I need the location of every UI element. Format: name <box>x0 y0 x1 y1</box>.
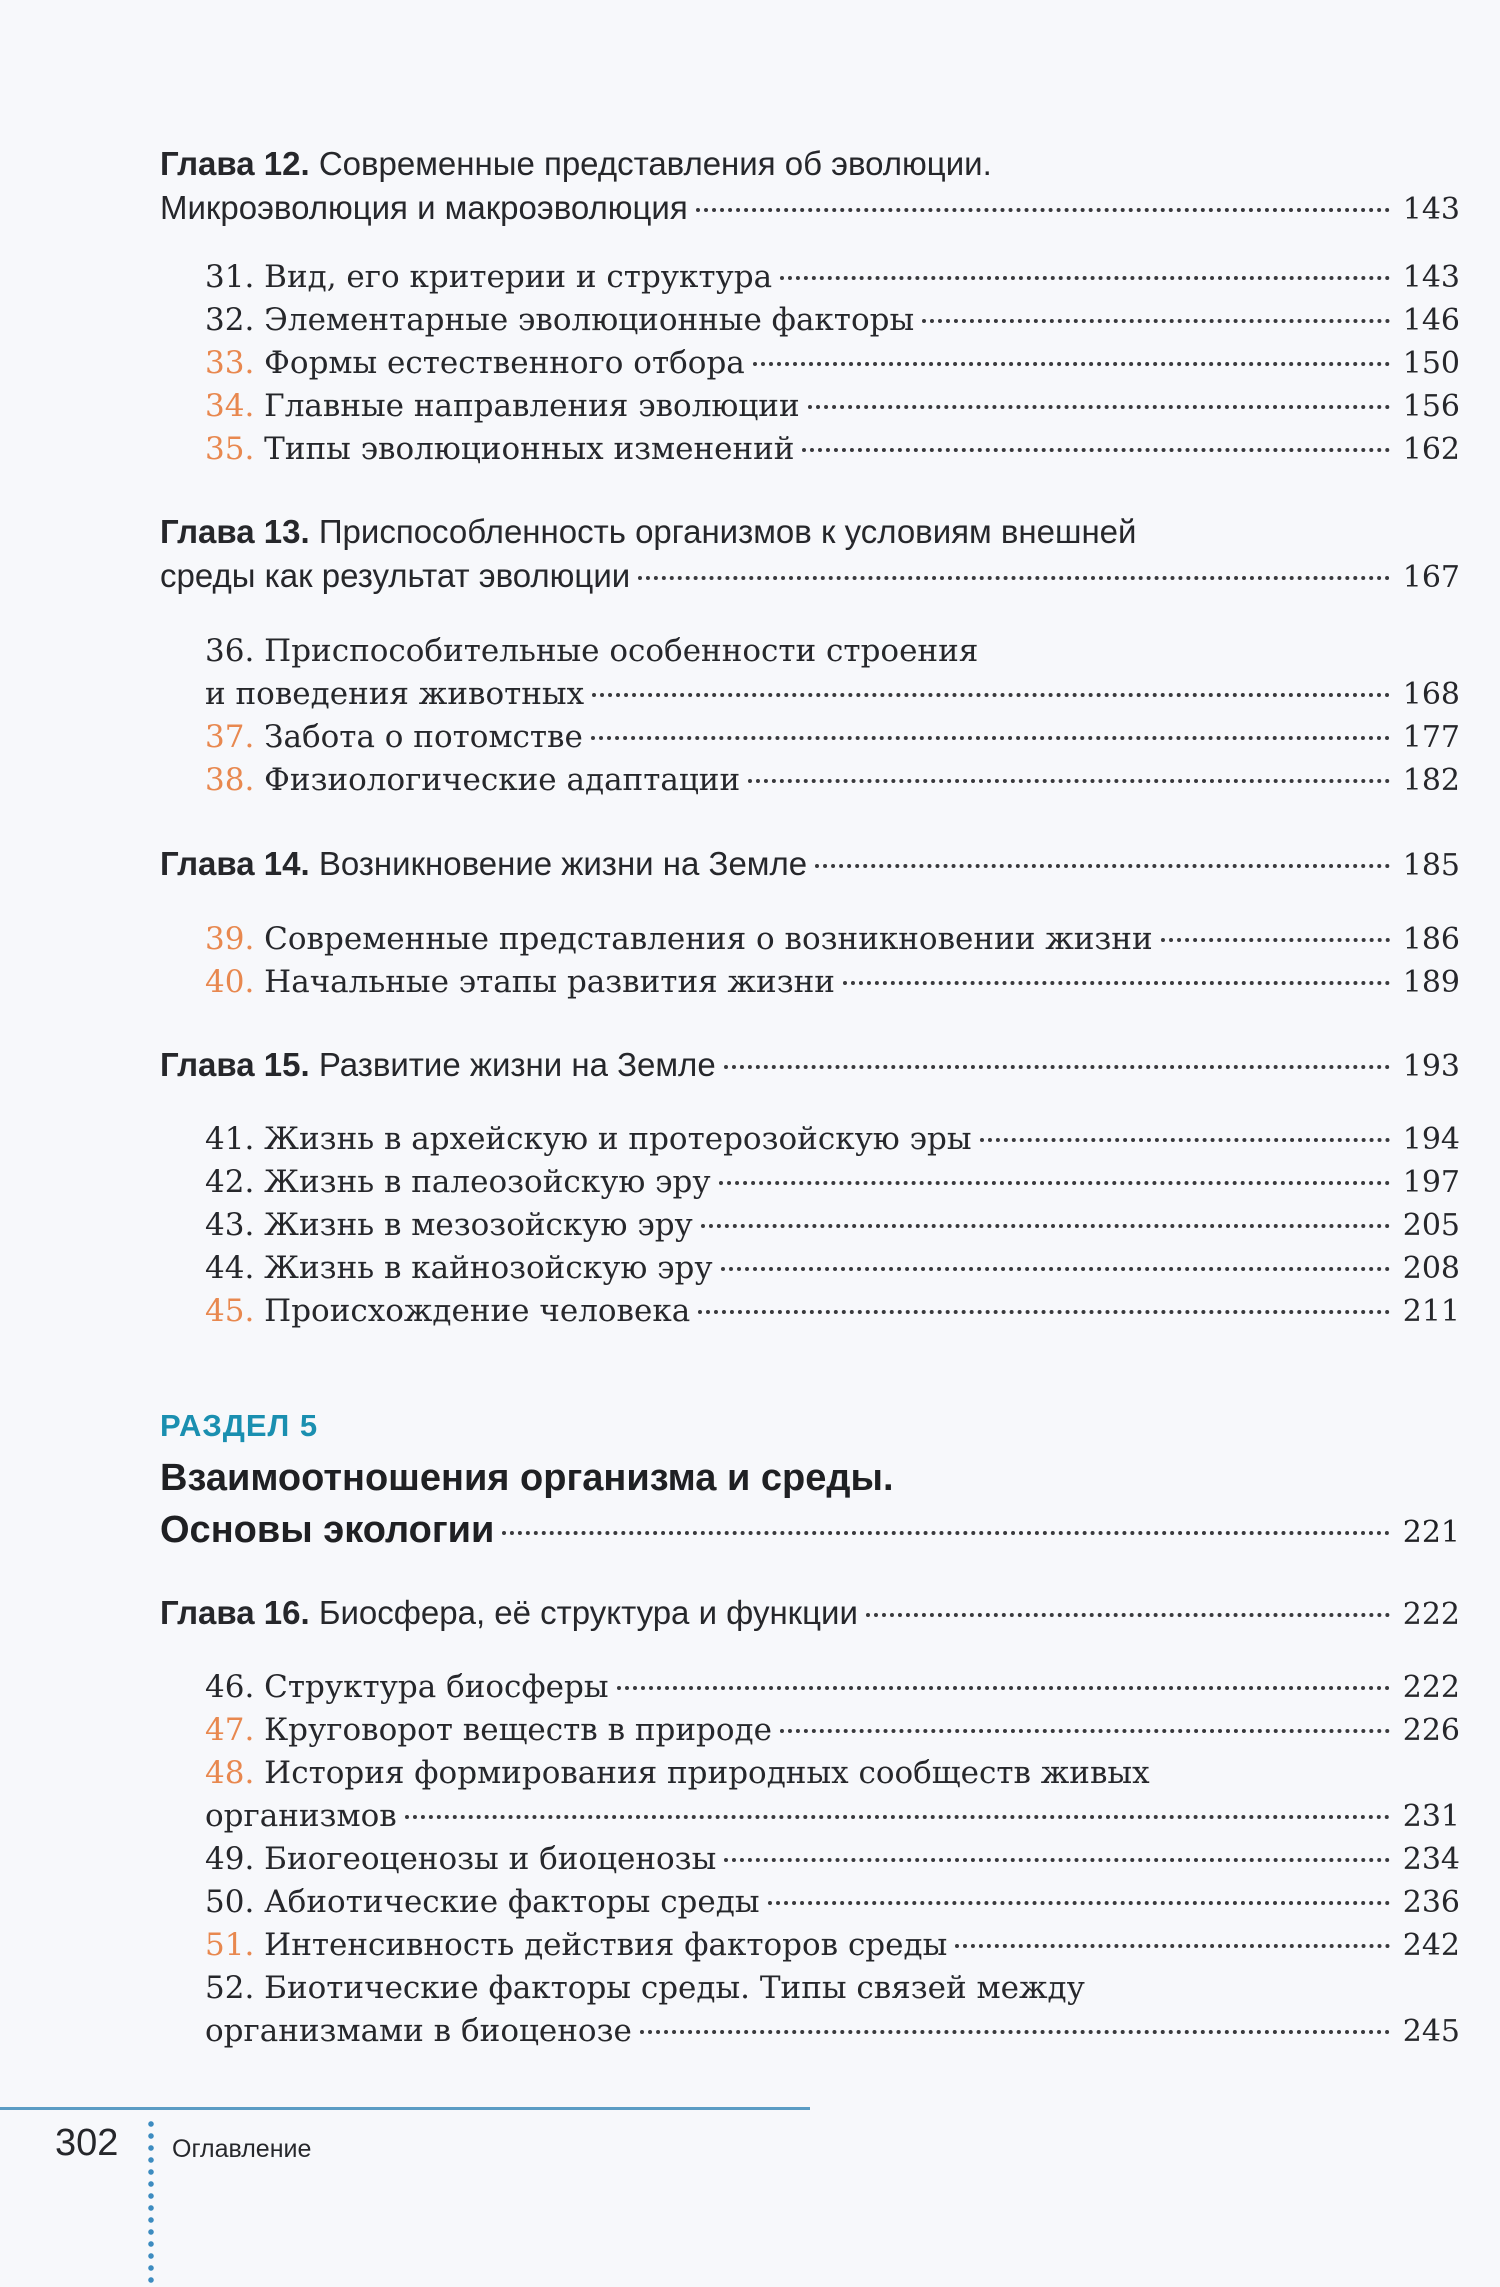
page-number: 222 <box>1402 1597 1460 1632</box>
chapter-12 <box>160 142 1460 232</box>
toc-entry <box>205 961 1460 1004</box>
leader-dots <box>1161 938 1390 942</box>
page-number: 177 <box>1402 720 1460 755</box>
toc-entry <box>205 1838 1460 1881</box>
entry-title: Приспособительные особенности строения <box>264 633 979 669</box>
toc-entry <box>205 428 1460 471</box>
page-number: 185 <box>1402 848 1460 883</box>
leader-dots <box>808 405 1390 409</box>
leader-dots <box>815 864 1390 868</box>
entry-number: 43. <box>205 1207 255 1243</box>
entry-number: 51. <box>205 1927 255 1963</box>
page-number: 197 <box>1402 1165 1460 1200</box>
leader-dots <box>768 1901 1390 1905</box>
page-number: 182 <box>1402 763 1460 798</box>
page-number: 143 <box>1402 192 1460 227</box>
toc-entry <box>205 918 1460 961</box>
entry-number: 52. <box>205 1970 255 2006</box>
entry-number: 50. <box>205 1884 255 1920</box>
entry-number: 38. <box>205 762 255 798</box>
entry-title: Интенсивность действия факторов среды <box>264 1927 948 1963</box>
toc-entry <box>205 1752 1460 1838</box>
section-title <box>160 1452 1460 1559</box>
toc-entry <box>205 1118 1460 1161</box>
section-title-line1: Взаимоотношения организма и среды. <box>160 1457 894 1499</box>
entry-title: Элементарные эволюционные факторы <box>264 302 915 338</box>
page-number: 193 <box>1402 1049 1460 1084</box>
footer-page-number: 302 <box>55 2122 119 2164</box>
entry-number: 31. <box>205 259 255 295</box>
entry-title: Главные направления эволюции <box>264 388 800 424</box>
leader-dots <box>591 736 1390 740</box>
page-number: 221 <box>1402 1515 1460 1550</box>
chapter-title: Развитие жизни на Земле <box>318 1046 716 1083</box>
page-number: 242 <box>1402 1928 1460 1963</box>
page-number: 205 <box>1402 1208 1460 1243</box>
entry-title: Абиотические факторы среды <box>264 1884 760 1920</box>
entry-number: 45. <box>205 1293 255 1329</box>
entry-title: Биогеоценозы и биоценозы <box>264 1841 717 1877</box>
page-number: 143 <box>1402 260 1460 295</box>
page-number: 168 <box>1402 677 1460 712</box>
entry-title: Жизнь в кайнозойскую эру <box>264 1250 713 1286</box>
chapter-title: Приспособленность организмов к условиям внешней <box>318 513 1137 550</box>
toc-entry <box>205 342 1460 385</box>
page-number: 222 <box>1402 1670 1460 1705</box>
leader-dots <box>698 1310 1390 1314</box>
page-number: 245 <box>1402 2014 1460 2049</box>
chapter-label: Глава 16. <box>160 1594 310 1631</box>
leader-dots <box>866 1613 1390 1617</box>
entry-number: 37. <box>205 719 255 755</box>
leader-dots <box>405 1815 1390 1819</box>
entry-title: Жизнь в палеозойскую эру <box>264 1164 711 1200</box>
entry-title: Вид, его критерии и структура <box>264 259 773 295</box>
entry-title: Происхождение человека <box>264 1293 691 1329</box>
entry-number: 34. <box>205 388 255 424</box>
toc-entry <box>205 1967 1460 2053</box>
page-number: 146 <box>1402 303 1460 338</box>
entry-number: 35. <box>205 431 255 467</box>
toc-entry <box>205 630 1460 716</box>
entry-title: Начальные этапы развития жизни <box>264 964 835 1000</box>
chapter-label: Глава 12. <box>160 145 310 182</box>
toc-entry <box>205 256 1460 299</box>
leader-dots <box>617 1686 1390 1690</box>
leader-dots <box>638 576 1390 580</box>
entry-title: Жизнь в архейскую и протерозойскую эры <box>264 1121 972 1157</box>
leader-dots <box>955 1944 1390 1948</box>
leader-dots <box>724 1858 1390 1862</box>
page-number: 150 <box>1402 346 1460 381</box>
chapter-title-cont: Микроэволюция и макроэволюция <box>160 189 688 226</box>
toc-entry <box>205 759 1460 802</box>
entry-number: 46. <box>205 1669 255 1705</box>
page-number: 226 <box>1402 1713 1460 1748</box>
leader-dots <box>719 1181 1390 1185</box>
leader-dots <box>780 276 1390 280</box>
entry-title: Жизнь в мезозойскую эру <box>264 1207 693 1243</box>
section-title-line2: Основы экологии <box>160 1509 495 1551</box>
entry-title: Современные представления о возникновении жизни <box>264 921 1153 957</box>
entry-title-cont: организмами в биоценозе <box>205 2013 632 2049</box>
entry-title: Биотические факторы среды. Типы связей между <box>264 1970 1085 2006</box>
footer-dotted-divider <box>148 2118 154 2287</box>
page-number: 162 <box>1402 432 1460 467</box>
chapter-title: Возникновение жизни на Земле <box>318 845 808 882</box>
toc-entry <box>205 1161 1460 1204</box>
footer-rule <box>0 2107 810 2110</box>
chapter-15 <box>160 1043 1460 1089</box>
entry-number: 49. <box>205 1841 255 1877</box>
leader-dots <box>843 981 1390 985</box>
leader-dots <box>980 1138 1390 1142</box>
page-number: 156 <box>1402 389 1460 424</box>
leader-dots <box>701 1224 1390 1228</box>
entry-number: 42. <box>205 1164 255 1200</box>
toc-entry <box>205 1666 1460 1709</box>
leader-dots <box>724 1065 1390 1069</box>
entry-number: 36. <box>205 633 255 669</box>
leader-dots <box>753 362 1390 366</box>
entry-number: 39. <box>205 921 255 957</box>
toc-entry <box>205 1709 1460 1752</box>
leader-dots <box>721 1267 1390 1271</box>
entry-title: Структура биосферы <box>264 1669 609 1705</box>
entry-number: 40. <box>205 964 255 1000</box>
page-number: 211 <box>1402 1294 1460 1329</box>
leader-dots <box>802 448 1390 452</box>
toc-entry <box>205 1290 1460 1333</box>
entry-title: Круговорот веществ в природе <box>264 1712 772 1748</box>
section-tag: РАЗДЕЛ 5 <box>160 1408 319 1443</box>
leader-dots <box>696 208 1390 212</box>
leader-dots <box>748 779 1390 783</box>
entry-title: Физиологические адаптации <box>264 762 741 798</box>
toc-entry <box>205 1247 1460 1290</box>
chapter-label: Глава 15. <box>160 1046 310 1083</box>
page-number: 234 <box>1402 1842 1460 1877</box>
toc-entry <box>205 1881 1460 1924</box>
page-number: 208 <box>1402 1251 1460 1286</box>
page-number: 194 <box>1402 1122 1460 1157</box>
entry-title: Формы естественного отбора <box>264 345 745 381</box>
chapter-title: Современные представления об эволюции. <box>318 145 992 182</box>
chapter-14 <box>160 842 1460 888</box>
toc-entry <box>205 1924 1460 1967</box>
toc-entry <box>205 716 1460 759</box>
entry-title: Типы эволюционных изменений <box>264 431 795 467</box>
leader-dots <box>922 319 1390 323</box>
page-number: 186 <box>1402 922 1460 957</box>
entry-number: 44. <box>205 1250 255 1286</box>
entry-title-cont: организмов <box>205 1798 397 1834</box>
chapter-label: Глава 14. <box>160 845 310 882</box>
chapter-title: Биосфера, её структура и функции <box>318 1594 858 1631</box>
page-number: 167 <box>1402 560 1460 595</box>
leader-dots <box>592 693 1390 697</box>
page-number: 236 <box>1402 1885 1460 1920</box>
leader-dots <box>780 1729 1390 1733</box>
entry-title: Забота о потомстве <box>264 719 583 755</box>
entry-number: 47. <box>205 1712 255 1748</box>
page-number: 231 <box>1402 1799 1460 1834</box>
entry-number: 33. <box>205 345 255 381</box>
chapter-title-cont: среды как результат эволюции <box>160 557 631 594</box>
chapter-13 <box>160 510 1460 600</box>
leader-dots <box>502 1531 1390 1535</box>
toc-entry <box>205 385 1460 428</box>
toc-entry <box>205 1204 1460 1247</box>
entry-title: История формирования природных сообществ живых <box>264 1755 1150 1791</box>
footer-label: Оглавление <box>172 2135 312 2163</box>
toc-entry <box>205 299 1460 342</box>
page-number: 189 <box>1402 965 1460 1000</box>
entry-number: 41. <box>205 1121 255 1157</box>
entry-number: 48. <box>205 1755 255 1791</box>
chapter-label: Глава 13. <box>160 513 310 550</box>
leader-dots <box>640 2030 1390 2034</box>
entry-title-cont: и поведения животных <box>205 676 585 712</box>
entry-number: 32. <box>205 302 255 338</box>
chapter-16 <box>160 1591 1460 1637</box>
